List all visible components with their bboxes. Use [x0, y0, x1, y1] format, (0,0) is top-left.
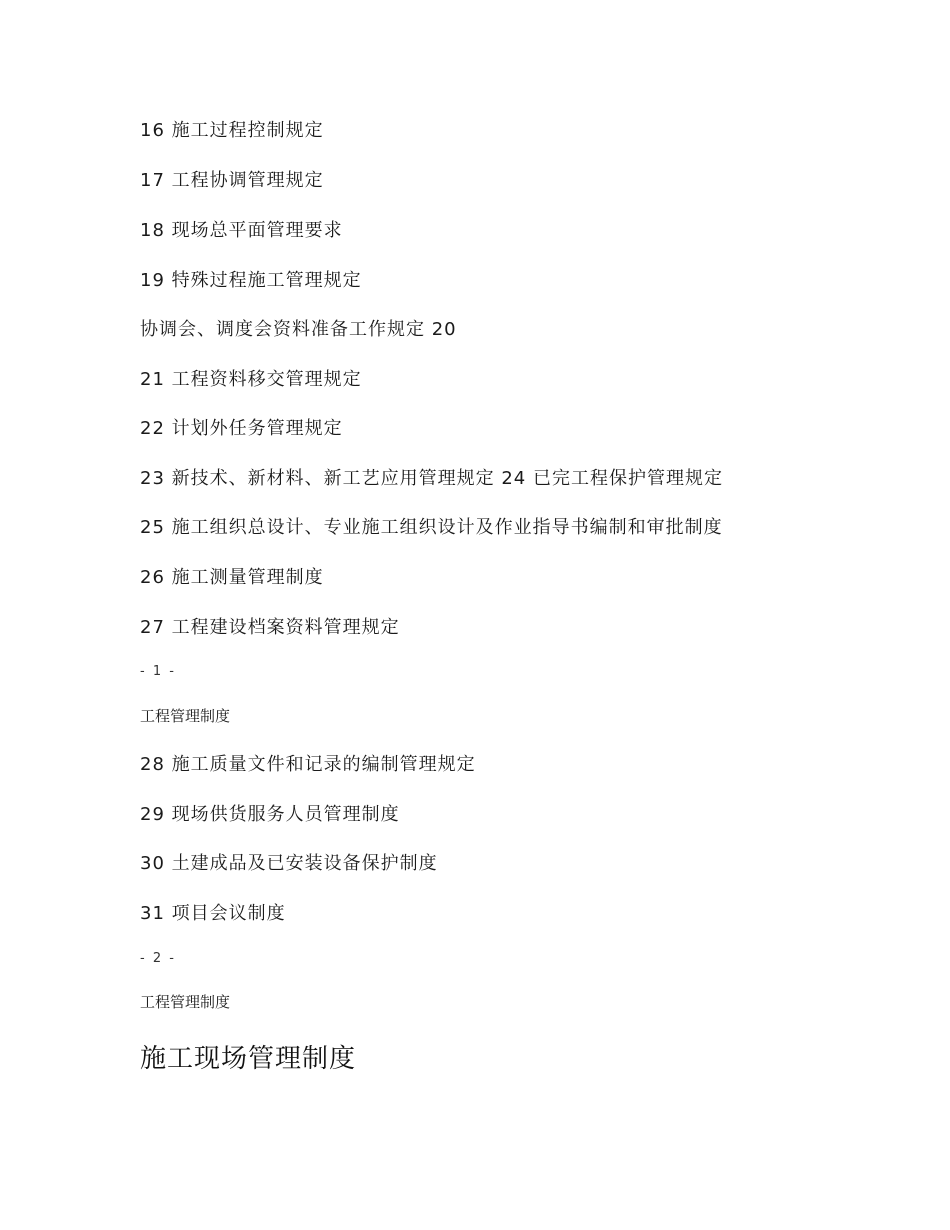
- toc-entry-23-24: 23 新技术、新材料、新工艺应用管理规定 24 已完工程保护管理规定: [140, 468, 723, 489]
- toc-entry-22: 22 计划外任务管理规定: [140, 418, 343, 439]
- toc-entry-16: 16 施工过程控制规定: [140, 120, 324, 141]
- toc-entry-21: 21 工程资料移交管理规定: [140, 369, 362, 390]
- running-header: 工程管理制度: [140, 707, 231, 725]
- toc-entry-19: 19 特殊过程施工管理规定: [140, 270, 362, 291]
- toc-entry-31: 31 项目会议制度: [140, 903, 286, 924]
- toc-entry-29: 29 现场供货服务人员管理制度: [140, 804, 400, 825]
- toc-entry-27: 27 工程建设档案资料管理规定: [140, 617, 400, 638]
- toc-entry-26: 26 施工测量管理制度: [140, 567, 324, 588]
- toc-entry-30: 30 土建成品及已安装设备保护制度: [140, 853, 438, 874]
- toc-entry-25: 25 施工组织总设计、专业施工组织设计及作业指导书编制和审批制度: [140, 517, 723, 538]
- toc-entry-17: 17 工程协调管理规定: [140, 170, 324, 191]
- toc-entry-20: 协调会、调度会资料准备工作规定 20: [140, 319, 457, 340]
- page-number: - 1 -: [140, 664, 176, 679]
- toc-entry-28: 28 施工质量文件和记录的编制管理规定: [140, 754, 476, 775]
- running-header: 工程管理制度: [140, 993, 231, 1011]
- section-title: 施工现场管理制度: [140, 1044, 357, 1074]
- toc-entry-18: 18 现场总平面管理要求: [140, 220, 343, 241]
- page-number: - 2 -: [140, 951, 176, 966]
